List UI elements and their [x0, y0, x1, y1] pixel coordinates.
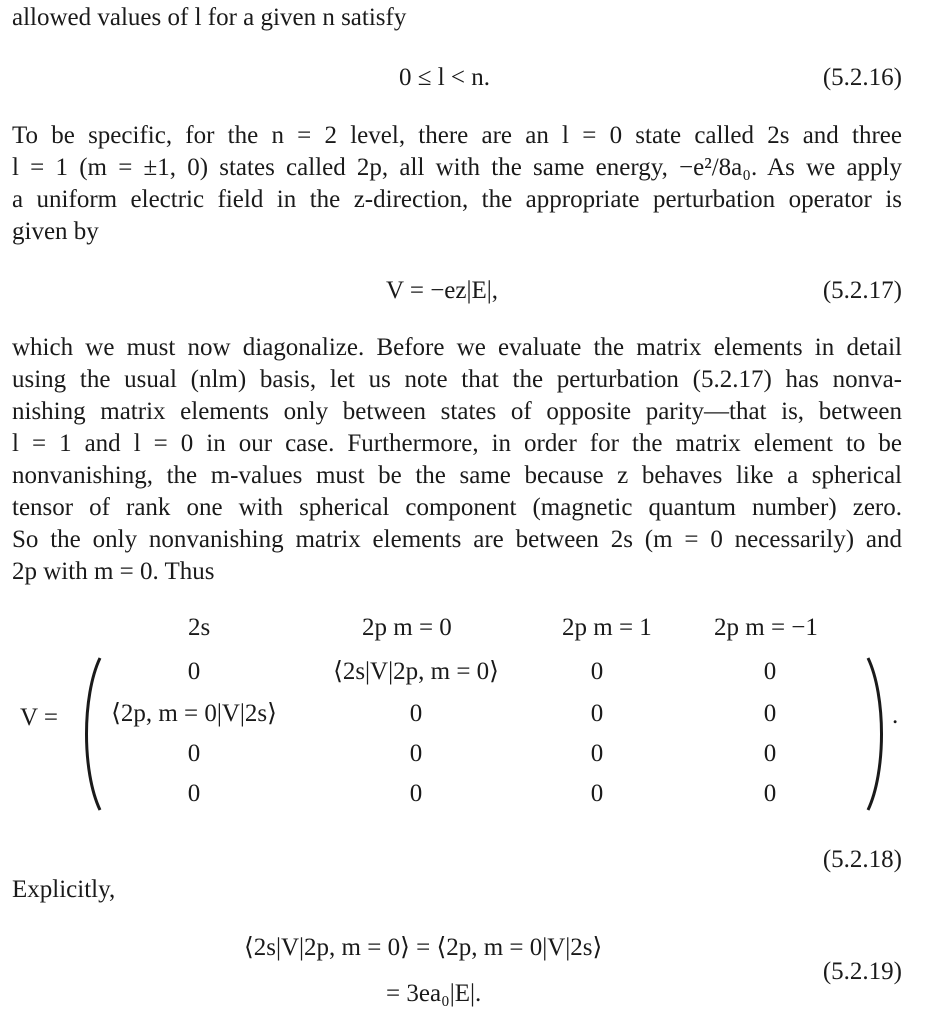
- matrix-column-header: 2p m = 1: [562, 614, 652, 641]
- matrix-column-header: 2p m = −1: [714, 614, 818, 641]
- matrix-cell: 0: [187, 780, 201, 807]
- left-paren-icon: [76, 656, 106, 812]
- matrix-cell: 0: [590, 780, 604, 807]
- equation-5-2-19-line1: ⟨2s|V|2p, m = 0⟩ = ⟨2p, m = 0|V|2s⟩: [244, 934, 603, 961]
- matrix-cell: ⟨2s|V|2p, m = 0⟩: [333, 658, 499, 685]
- matrix-cell: 0: [409, 700, 423, 727]
- matrix-cell: 0: [409, 780, 423, 807]
- text-line: which we must now diagonalize. Before we evaluate the matrix elements in detail: [12, 334, 902, 361]
- matrix-cell: 0: [590, 740, 604, 767]
- text-line: l = 1 and l = 0 in our case. Furthermore, in order for the matrix element to be: [12, 430, 902, 457]
- matrix-cell: 0: [590, 700, 604, 727]
- equation-5-2-17: V = −ez|E|,: [386, 277, 499, 304]
- text-line: using the usual (nlm) basis, let us note that the perturbation (5.2.17) has nonva-: [12, 366, 902, 393]
- text-line: nonvanishing, the m-values must be the same because z behaves like a spherical: [12, 462, 902, 489]
- equation-number: (5.2.16): [822, 64, 902, 91]
- equation-number: (5.2.17): [822, 277, 902, 304]
- matrix-column-header: 2s: [188, 614, 211, 641]
- equation-number: (5.2.18): [822, 846, 902, 873]
- equation-number: (5.2.19): [822, 958, 902, 985]
- right-paren-icon: [862, 656, 892, 812]
- text-line: allowed values of l for a given n satisfy: [12, 4, 407, 31]
- text-line: Explicitly,: [12, 876, 116, 903]
- equation-5-2-16: 0 ≤ l < n.: [399, 64, 491, 91]
- matrix-cell: ⟨2p, m = 0|V|2s⟩: [111, 700, 277, 727]
- text-line: To be specific, for the n = 2 level, there are an l = 0 state called 2s and three: [12, 122, 902, 149]
- paragraph-diagonalize: [12, 332, 902, 588]
- text-line: So the only nonvanishing matrix elements are between 2s (m = 0 necessarily) and: [12, 526, 902, 553]
- matrix-cell: 0: [763, 700, 777, 727]
- text-line: 2p with m = 0. Thus: [12, 558, 215, 585]
- matrix-cell: 0: [763, 780, 777, 807]
- text-line: tensor of rank one with spherical component (magnetic quantum number) zero.: [12, 494, 902, 521]
- text-line: given by: [12, 218, 99, 245]
- paragraph-explicitly: [12, 874, 902, 906]
- matrix-cell: 0: [187, 658, 201, 685]
- matrix-cell: 0: [763, 658, 777, 685]
- matrix-lhs: V =: [20, 704, 58, 731]
- equation-5-2-19-line2: = 3ea₀|E|.: [386, 980, 482, 1007]
- matrix-cell: 0: [590, 658, 604, 685]
- matrix-cell: 0: [409, 740, 423, 767]
- matrix-trailing-period: .: [892, 702, 899, 729]
- matrix-cell: 0: [763, 740, 777, 767]
- matrix-column-header: 2p m = 0: [362, 614, 452, 641]
- text-line: l = 1 (m = ±1, 0) states called 2p, all with the same energy, −e²/8a₀. As we apply: [12, 154, 902, 181]
- paragraph-intro: [12, 2, 902, 34]
- paragraph-specific: [12, 120, 902, 248]
- text-line: nishing matrix elements only between states of opposite parity—that is, between: [12, 398, 902, 425]
- text-line: a uniform electric field in the z-direction, the appropriate perturbation operator is: [12, 186, 902, 213]
- matrix-cell: 0: [187, 740, 201, 767]
